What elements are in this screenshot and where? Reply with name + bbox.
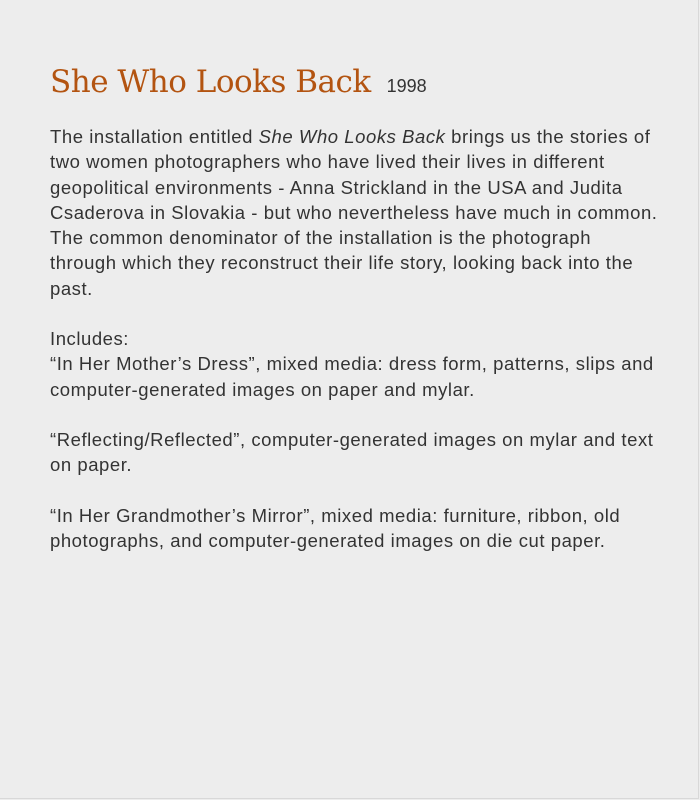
page-title: She Who Looks Back [50, 64, 371, 100]
year-label: 1998 [386, 76, 427, 96]
title-row [50, 60, 660, 104]
includes-item: “In Her Mother’s Dress”, mixed media: dress form, patterns, slips and computer-generated images on paper and mylar. [50, 353, 654, 400]
article [50, 60, 660, 553]
includes-item: “Reflecting/Reflected”, computer-generated images on mylar and text on paper. [50, 428, 654, 476]
description-rest: brings us the stories of two women photographers who have lived their lives in different geopolitical environments - Anna Strickland in the USA and Judita Csaderova in Slovakia - but who nevertheless have much in common. The common denominator of the installation is the photograph through which they reconstruct their life story, looking back into the past. [50, 126, 658, 299]
includes-item-1-paragraph [50, 326, 660, 402]
description-intro: The installation entitled [50, 126, 259, 147]
includes-heading: Includes: [50, 328, 129, 350]
description-italic-title: She Who Looks Back [258, 126, 446, 147]
description-paragraph [50, 124, 660, 301]
includes-item: “In Her Grandmother’s Mirror”, mixed media: furniture, ribbon, old photographs, and computer-generated images on die cut paper. [50, 504, 621, 551]
